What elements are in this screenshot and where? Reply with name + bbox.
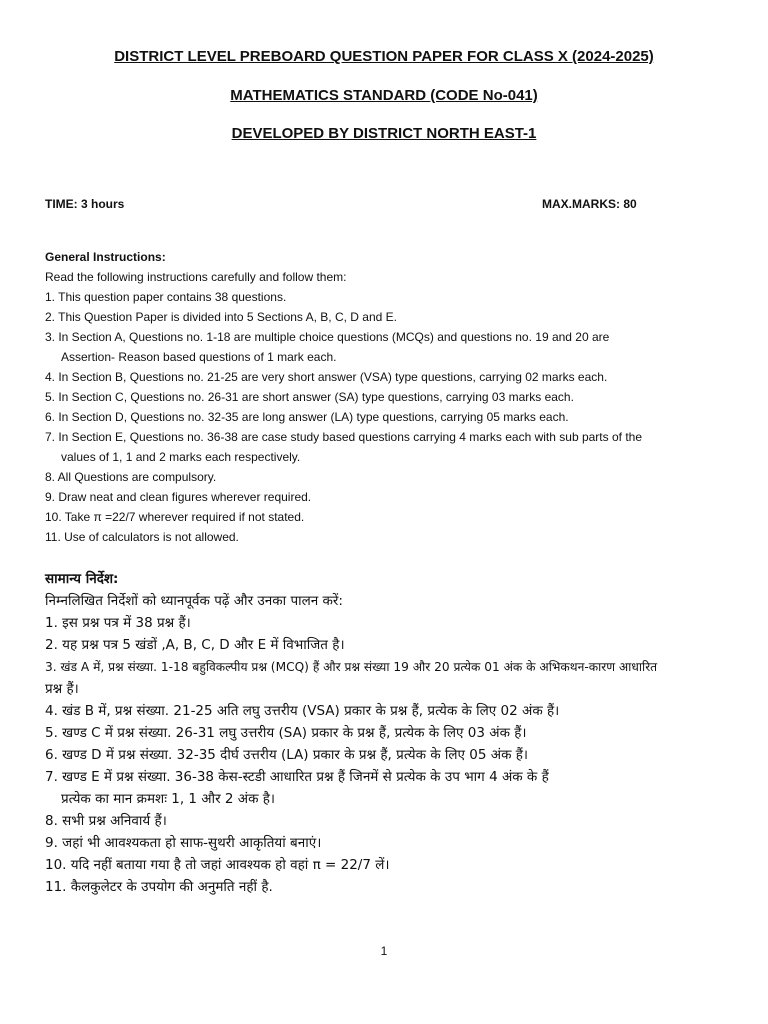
hindi-line: 2. यह प्रश्न पत्र 5 खंडों ,A, B, C, D और E में विभाजित है। [45,637,345,653]
hindi-line: 8. सभी प्रश्न अनिवार्य हैं। [45,813,167,829]
hindi-intro: निम्नलिखित निर्देशों को ध्यानपूर्वक पढ़ें और उनका पालन करें: [45,593,343,609]
instruction-line: 5. In Section C, Questions no. 26-31 are short answer (SA) type questions, carrying 03 marks each. [45,390,574,404]
instruction-line: 10. Take π =22/7 wherever required if not stated. [45,510,305,524]
hindi-line: 10. यदि नहीं बताया गया है तो जहां आवश्यक हो वहां π = 22/7 लें। [45,857,390,873]
hindi-line: 6. खण्ड D में प्रश्न संख्या. 32-35 दीर्घ उत्तरीय (LA) प्रकार के प्रश्न हैं, प्रत्येक के लिए 05 अंक हैं। [45,747,529,763]
hindi-line: 4. खंड B में, प्रश्न संख्या. 21-25 अति लघु उत्तरीय (VSA) प्रकार के प्रश्न हैं, प्रत्येक के लिए 02 अंक हैं। [45,703,560,719]
hindi-line: 1. इस प्रश्न पत्र में 38 प्रश्न हैं। [45,615,191,631]
instruction-line: 7. In Section E, Questions no. 36-38 are case study based questions carrying 4 marks each with sub parts of the [45,430,642,444]
hindi-line: 11. कैलकुलेटर के उपयोग की अनुमति नहीं है. [45,879,273,895]
hindi-line: 9. जहां भी आवश्यकता हो साफ-सुथरी आकृतियां बनाएं। [45,835,322,851]
english-intro: Read the following instructions carefully and follow them: [45,270,347,284]
english-instructions [45,247,642,547]
instruction-line: Assertion- Reason based questions of 1 mark each. [61,350,337,364]
hindi-line: प्रश्न हैं। [45,681,79,697]
instruction-line: 6. In Section D, Questions no. 32-35 are long answer (LA) type questions, carrying 05 marks each. [45,410,569,424]
page-number: 1 [380,944,388,958]
instruction-line: 9. Draw neat and clean figures wherever required. [45,490,312,504]
subject-title: MATHEMATICS STANDARD (CODE No-041) [230,87,538,104]
developer-title: DEVELOPED BY DISTRICT NORTH EAST-1 [231,125,537,142]
instruction-line: 8. All Questions are compulsory. [45,470,217,484]
hindi-line: 3. खंड A में, प्रश्न संख्या. 1-18 बहुविकल्पीय प्रश्न (MCQ) हैं और प्रश्न संख्या 19 और 20 प्रत्येक 01 अंक के अभिकथन-कारण आधारित [45,660,658,674]
english-heading: General Instructions: [45,250,166,264]
time-label: TIME: 3 hours [45,197,125,211]
hindi-line: प्रत्येक का मान क्रमशः 1, 1 और 2 अंक है। [61,791,276,807]
hindi-line: 7. खण्ड E में प्रश्न संख्या. 36-38 केस-स्टडी आधारित प्रश्न हैं जिनमें से प्रत्येक के उप भाग 4 अंक के हैं [45,769,549,785]
instruction-line: 2. This Question Paper is divided into 5 Sections A, B, C, D and E. [45,310,397,324]
paper-title: DISTRICT LEVEL PREBOARD QUESTION PAPER FOR CLASS X (2024-2025) [114,48,654,65]
instruction-line: 3. In Section A, Questions no. 1-18 are multiple choice questions (MCQs) and questions no. 19 and 20 are [45,330,610,344]
instruction-line: values of 1, 1 and 2 marks each respectively. [61,450,301,464]
hindi-instructions [45,568,657,898]
max-marks-label: MAX.MARKS: 80 [542,197,637,211]
instruction-line: 1. This question paper contains 38 questions. [45,290,287,304]
instruction-line: 11. Use of calculators is not allowed. [45,530,239,544]
hindi-heading: सामान्य निर्देश: [45,571,119,587]
instruction-line: 4. In Section B, Questions no. 21-25 are very short answer (VSA) type questions, carrying 02 marks each. [45,370,608,384]
hindi-line: 5. खण्ड C में प्रश्न संख्या. 26-31 लघु उत्तरीय (SA) प्रकार के प्रश्न हैं, प्रत्येक के लिए 03 अंक हैं। [45,725,527,741]
